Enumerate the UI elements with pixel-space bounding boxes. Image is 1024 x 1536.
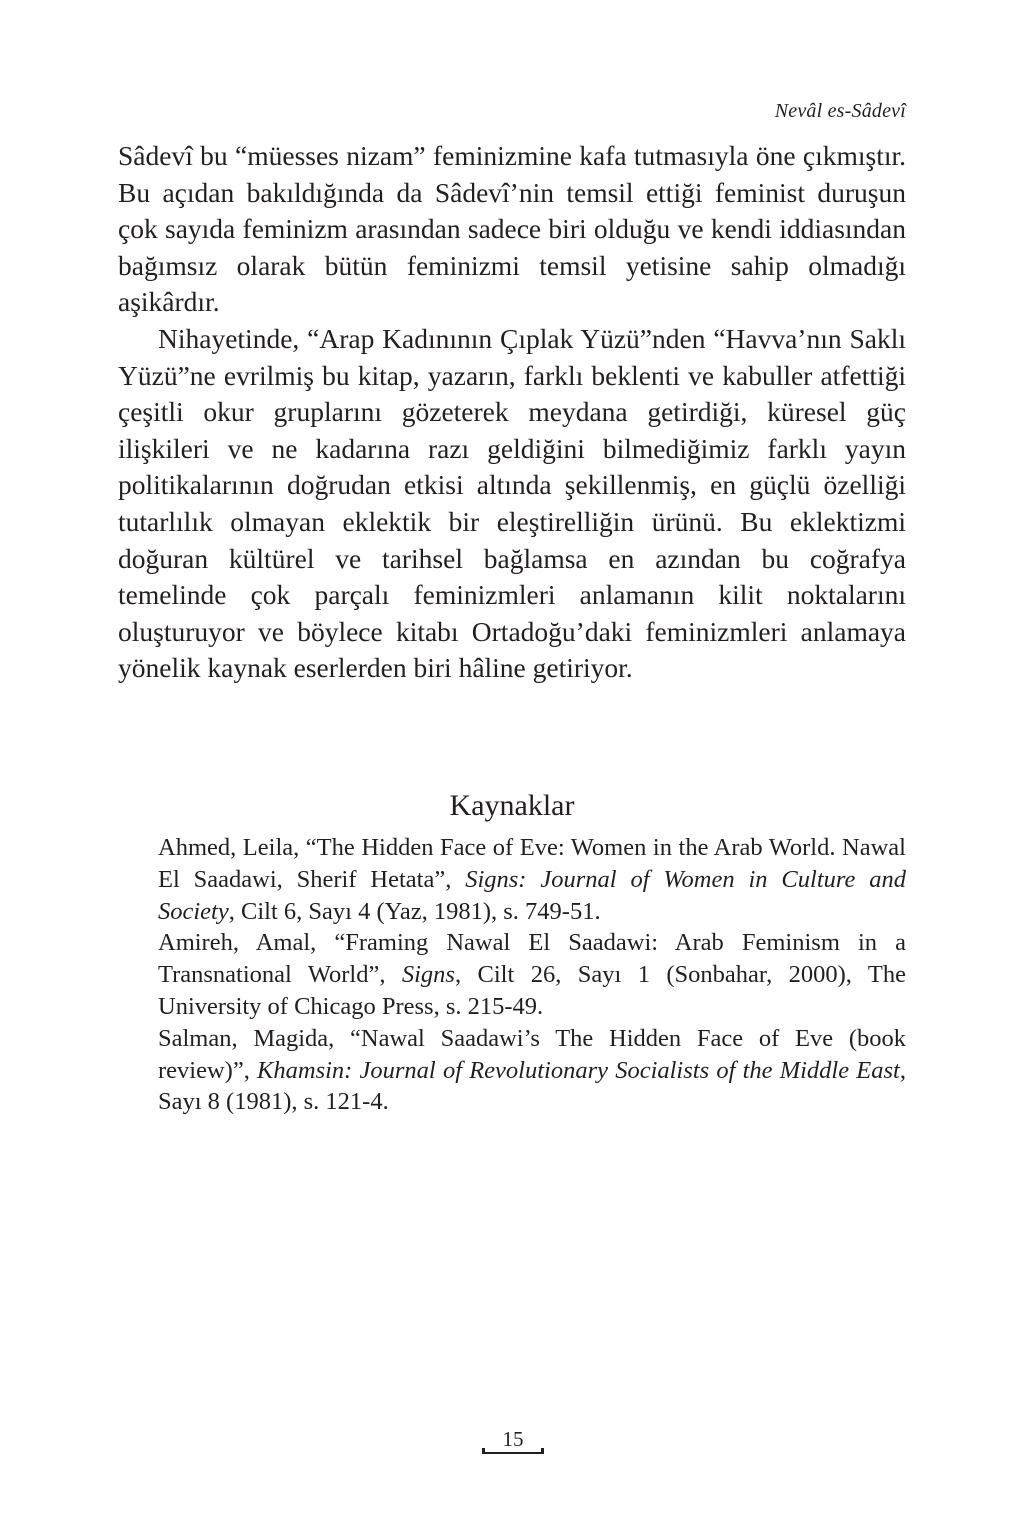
reference-text: , Cilt 6, Sayı 4 (Yaz, 1981), s. 749-51.: [228, 897, 601, 925]
reference-entry: [158, 832, 906, 927]
reference-text: Amireh, Amal, “Framing Nawal El Saadawi: Arab Feminism in a Transnational World”,: [158, 929, 906, 989]
reference-text: , Cilt 26, Sayı 1 (Sonbahar, 2000), The University of Chicago Press, s. 215-49.: [158, 961, 906, 1020]
reference-journal: Signs: [401, 961, 455, 989]
reference-text: , Sayı 8 (1981), s. 121-4.: [158, 1056, 906, 1116]
page-footer: [482, 1426, 544, 1456]
body-text: [118, 138, 906, 687]
running-header: Nevâl es-Sâdevî: [774, 100, 906, 122]
paragraph: Nihayetinde, “Arap Kadınının Çıplak Yüzü”nden “Havva’nın Saklı Yüzü”ne evrilmiş bu kitap, yazarın, farklı beklenti ve kabuller atfettiği çeşitli okur gruplarını gözeterek meydana getirdiği, küresel güç ilişkileri ve ne kadarına razı geldiğini bilmediğimiz farklı yayın politikalarının doğrudan etkisi altında şekillenmiş, en güçlü özelliği tutarlılık olmayan eklektik bir eleştirelliğin ürünü. Bu eklektizmi doğuran kültürel ve tarihsel bağlamsa en azından bu coğrafya temelinde çok parçalı feminizmleri anlamanın kilit noktalarını oluşturuyor ve böylece kitabı Ortadoğu’daki feminizmleri anlamaya yönelik kaynak eserlerden biri hâline getiriyor.: [118, 322, 906, 684]
reference-entry: [158, 1023, 906, 1118]
reference-text: Ahmed, Leila, “The Hidden Face of Eve: Women in the Arab World. Nawal El Saadawi, Sherif Hetata”,: [158, 834, 906, 893]
references-list: [158, 832, 906, 1118]
reference-journal: Khamsin: Journal of Revolutionary Socialists of the Middle East: [257, 1056, 900, 1084]
page-number-rule: [482, 1452, 544, 1454]
reference-journal: Signs: Journal of Women in Culture and Society: [158, 865, 906, 925]
page-number: 15: [502, 1427, 524, 1451]
reference-text: Salman, Magida, “Nawal Saadawi’s The Hidden Face of Eve (book review)”,: [158, 1024, 906, 1084]
reference-entry: [158, 927, 906, 1022]
references-heading: Kaynaklar: [449, 789, 575, 822]
paragraph: Sâdevî bu “müesses nizam” feminizmine kafa tutmasıyla öne çıkmıştır. Bu açıdan bakıldığında da Sâdevî’nin temsil ettiği feminist duruşun çok sayıda feminizm arasından sadece biri olduğu ve kendi iddiasından bağımsız olarak bütün feminizmi temsil yetisine sahip olmadığı aşikârdır.: [118, 140, 906, 318]
